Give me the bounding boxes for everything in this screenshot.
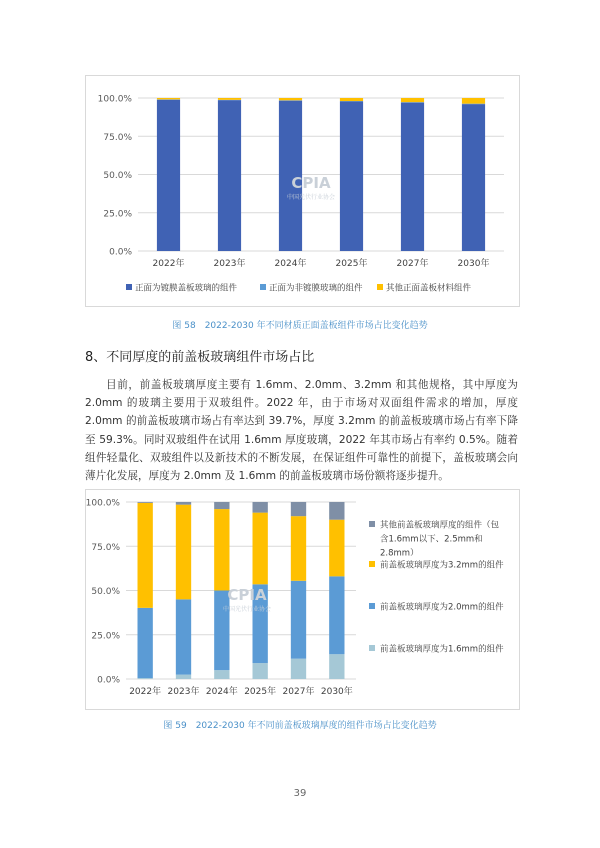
figure-58-caption: 图 58 2022-2030 年不同材质正面盖板组件市场占比变化趋势 (172, 321, 428, 331)
legend-label: 其他正面盖板材料组件 (386, 283, 472, 294)
legend-label: 正面为非镀膜玻璃的组件 (269, 283, 363, 294)
x-tick-label: 2023年 (213, 259, 246, 269)
bar-segment (329, 520, 344, 577)
y-tick-label: 0.0% (97, 675, 120, 686)
watermark-text: 中国光伏行业协会 (286, 194, 336, 201)
bar-segment (329, 654, 344, 679)
bar-segment (176, 675, 191, 679)
y-tick-label: 75.0% (103, 132, 132, 143)
x-tick-label: 2022年 (152, 259, 185, 269)
legend-swatch (377, 284, 383, 290)
figure-59-caption: 图 59 2022-2030 年不同前盖板玻璃厚度的组件市场占比变化趋势 (163, 721, 437, 731)
y-tick-label: 75.0% (91, 542, 120, 553)
bar-segment (291, 502, 306, 516)
bar-segment (462, 98, 485, 104)
y-tick-label: 100.0% (97, 94, 132, 105)
bar-segment (214, 509, 229, 590)
bar-segment (157, 98, 180, 99)
bar-segment (176, 505, 191, 600)
bar-segment (214, 670, 229, 679)
legend-label: 其他前盖板玻璃厚度的组件（包 (380, 520, 500, 531)
legend-swatch (260, 284, 266, 290)
y-tick-label: 50.0% (91, 587, 120, 597)
bar-segment (253, 502, 268, 513)
legend-label: 前盖板玻璃厚度为2.0mm的组件 (380, 602, 504, 613)
bar-segment (401, 103, 424, 251)
x-tick-label: 2027年 (282, 687, 315, 697)
bar-segment (157, 100, 180, 251)
bar-segment (218, 100, 241, 251)
legend-label: 前盖板玻璃厚度为1.6mm的组件 (380, 644, 504, 655)
y-tick-label: 25.0% (91, 631, 120, 642)
bar-segment (214, 502, 229, 509)
bar-segment (340, 98, 363, 101)
y-tick-label: 100.0% (86, 498, 120, 509)
chart-front-cover-material-svg (86, 76, 519, 306)
legend-swatch (369, 645, 375, 651)
bar-segment (253, 513, 268, 585)
bar-segment (138, 503, 153, 608)
bar-segment (340, 102, 363, 251)
bar-segment (138, 678, 153, 679)
x-tick-label: 2024年 (205, 687, 238, 697)
bar-segment (329, 502, 344, 520)
legend-swatch (369, 603, 375, 609)
legend-swatch (369, 521, 375, 527)
x-tick-label: 2030年 (457, 259, 490, 269)
bar-segment (291, 581, 306, 659)
legend-swatch (126, 284, 132, 290)
x-tick-label: 2030年 (320, 687, 353, 697)
watermark-logo: CPIA (227, 586, 267, 604)
bar-segment (329, 576, 344, 654)
legend-label: 正面为镀膜盖板玻璃的组件 (135, 283, 238, 294)
bar-segment (291, 659, 306, 679)
x-tick-label: 2023年 (167, 687, 200, 697)
legend-label: 含1.6mm以下、2.5mm和 (380, 534, 483, 545)
x-tick-label: 2025年 (244, 687, 277, 697)
bar-segment (291, 516, 306, 581)
chart-front-glass-thickness (85, 489, 520, 710)
bar-segment (253, 663, 268, 679)
bar-segment (176, 599, 191, 674)
bar-segment (462, 104, 485, 251)
chart-front-glass-thickness-svg (86, 490, 519, 709)
bar-segment (138, 608, 153, 678)
legend-label: 2.8mm） (380, 548, 419, 559)
x-tick-label: 2024年 (274, 259, 307, 269)
y-tick-label: 0.0% (109, 247, 132, 258)
legend-label: 前盖板玻璃厚度为3.2mm的组件 (380, 560, 504, 571)
legend-swatch (369, 561, 375, 567)
watermark-logo: CPIA (291, 174, 331, 192)
bar-segment (176, 502, 191, 505)
page-number: 39 (293, 788, 307, 799)
bar-segment (138, 502, 153, 503)
y-tick-label: 50.0% (103, 171, 132, 181)
chart-front-cover-material (85, 75, 520, 307)
bar-segment (401, 98, 424, 102)
body-paragraph: 目前，前盖板玻璃厚度主要有 1.6mm、2.0mm、3.2mm 和其他规格，其中厚度为 2.0mm 的玻璃主要用于双玻组件。2022 年，由于市场对双面组件需求的增加，厚度 2.0mm 的前盖板玻璃市场占有率达到 39.7%，厚度 3.2mm 的前盖板玻璃市场占有率下降至 59.3%。同时双玻组件在试用 1.6mm 厚度玻璃，2022 年其市场占有率约 0.5%。随着组件轻量化、双玻组件以及新技术的不断发展，在保证组件可靠性的前提下，盖板玻璃会向薄片化发展，厚度为 2.0mm 及 1.6mm 的前盖板玻璃市场份额将逐步提升。 (85, 379, 518, 483)
bar-segment (218, 98, 241, 100)
x-tick-label: 2027年 (396, 259, 429, 269)
section-title: 8、不同厚度的前盖板玻璃组件市场占比 (85, 350, 315, 365)
x-tick-label: 2025年 (335, 259, 368, 269)
x-tick-label: 2022年 (129, 687, 162, 697)
y-tick-label: 25.0% (103, 209, 132, 220)
watermark-text: 中国光伏行业协会 (222, 606, 272, 613)
bar-segment (279, 98, 302, 100)
